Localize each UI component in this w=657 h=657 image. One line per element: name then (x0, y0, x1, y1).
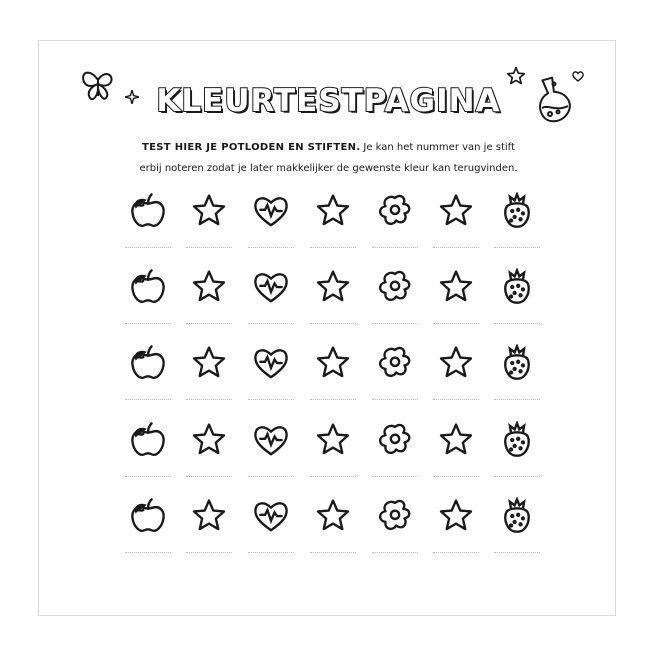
heart-pulse-icon (252, 497, 290, 535)
test-cell (248, 497, 294, 557)
intro-bold: TEST HIER JE POTLODEN EN STIFTEN. (142, 142, 361, 153)
heart-pulse-icon (252, 344, 290, 382)
note-line[interactable] (186, 552, 232, 553)
apple-icon (129, 268, 167, 306)
test-cell (248, 268, 294, 328)
note-line[interactable] (248, 399, 294, 400)
star-icon (314, 268, 352, 306)
star-icon (437, 497, 475, 535)
note-line[interactable] (186, 323, 232, 324)
star-icon (314, 344, 352, 382)
note-line[interactable] (248, 552, 294, 553)
star-icon (437, 421, 475, 459)
apple-icon (129, 192, 167, 230)
test-cell (433, 497, 479, 557)
note-line[interactable] (372, 247, 418, 248)
test-cell (186, 497, 232, 557)
test-cell (125, 268, 171, 328)
test-cell (494, 497, 540, 557)
test-cell (125, 192, 171, 252)
note-line[interactable] (372, 323, 418, 324)
test-cell (372, 192, 418, 252)
test-cell (186, 192, 232, 252)
note-line[interactable] (433, 399, 479, 400)
heart-pulse-icon (252, 421, 290, 459)
test-cell (310, 497, 356, 557)
apple-icon (129, 344, 167, 382)
star-icon (437, 268, 475, 306)
note-line[interactable] (125, 476, 171, 477)
note-line[interactable] (248, 476, 294, 477)
test-cell (248, 421, 294, 481)
star-icon (190, 268, 228, 306)
flower-icon (376, 421, 414, 459)
note-line[interactable] (310, 323, 356, 324)
test-cell (248, 192, 294, 252)
test-cell (372, 268, 418, 328)
note-line[interactable] (494, 399, 540, 400)
note-line[interactable] (433, 247, 479, 248)
star-icon (314, 421, 352, 459)
test-cell (433, 192, 479, 252)
note-line[interactable] (310, 552, 356, 553)
strawberry-icon (498, 421, 536, 459)
strawberry-icon (498, 497, 536, 535)
note-line[interactable] (125, 247, 171, 248)
note-line[interactable] (310, 247, 356, 248)
strawberry-icon (498, 192, 536, 230)
test-cell (186, 421, 232, 481)
note-line[interactable] (494, 476, 540, 477)
test-cell (310, 421, 356, 481)
note-line[interactable] (310, 399, 356, 400)
note-line[interactable] (372, 399, 418, 400)
test-cell (433, 268, 479, 328)
test-cell (494, 421, 540, 481)
note-line[interactable] (186, 399, 232, 400)
test-cell (125, 421, 171, 481)
test-cell (494, 268, 540, 328)
star-icon (190, 497, 228, 535)
star-icon (190, 192, 228, 230)
note-line[interactable] (494, 323, 540, 324)
note-line[interactable] (372, 552, 418, 553)
test-cell (125, 497, 171, 557)
note-line[interactable] (248, 247, 294, 248)
test-cell (494, 344, 540, 404)
test-cell (494, 192, 540, 252)
note-line[interactable] (372, 476, 418, 477)
test-cell (248, 344, 294, 404)
flower-icon (376, 497, 414, 535)
note-line[interactable] (186, 247, 232, 248)
note-line[interactable] (125, 399, 171, 400)
note-line[interactable] (248, 323, 294, 324)
star-icon (437, 192, 475, 230)
note-line[interactable] (125, 323, 171, 324)
note-line[interactable] (494, 552, 540, 553)
apple-icon (129, 497, 167, 535)
note-line[interactable] (186, 476, 232, 477)
star-icon (314, 497, 352, 535)
heart-pulse-icon (252, 268, 290, 306)
test-cell (372, 344, 418, 404)
strawberry-icon (498, 268, 536, 306)
test-cell (310, 344, 356, 404)
star-icon (314, 192, 352, 230)
note-line[interactable] (494, 247, 540, 248)
test-cell (186, 268, 232, 328)
flower-icon (376, 192, 414, 230)
flower-icon (376, 268, 414, 306)
test-cell (372, 421, 418, 481)
note-line[interactable] (310, 476, 356, 477)
note-line[interactable] (433, 552, 479, 553)
intro-line2: erbij noteren zodat je later makkelijker de gewenste kleur kan terugvinden. (139, 163, 518, 174)
note-line[interactable] (125, 552, 171, 553)
page-title: KLEURTESTPAGINA (156, 83, 501, 119)
note-line[interactable] (433, 323, 479, 324)
test-cell (125, 344, 171, 404)
star-icon (190, 421, 228, 459)
test-cell (310, 192, 356, 252)
test-cell (372, 497, 418, 557)
strawberry-icon (498, 344, 536, 382)
heart-pulse-icon (252, 192, 290, 230)
flower-icon (376, 344, 414, 382)
intro-line1: Je kan het nummer van je stift (363, 142, 515, 153)
star-icon (437, 344, 475, 382)
note-line[interactable] (433, 476, 479, 477)
apple-icon (129, 421, 167, 459)
star-icon (190, 344, 228, 382)
test-cell (433, 421, 479, 481)
test-cell (186, 344, 232, 404)
test-cell (433, 344, 479, 404)
test-cell (310, 268, 356, 328)
